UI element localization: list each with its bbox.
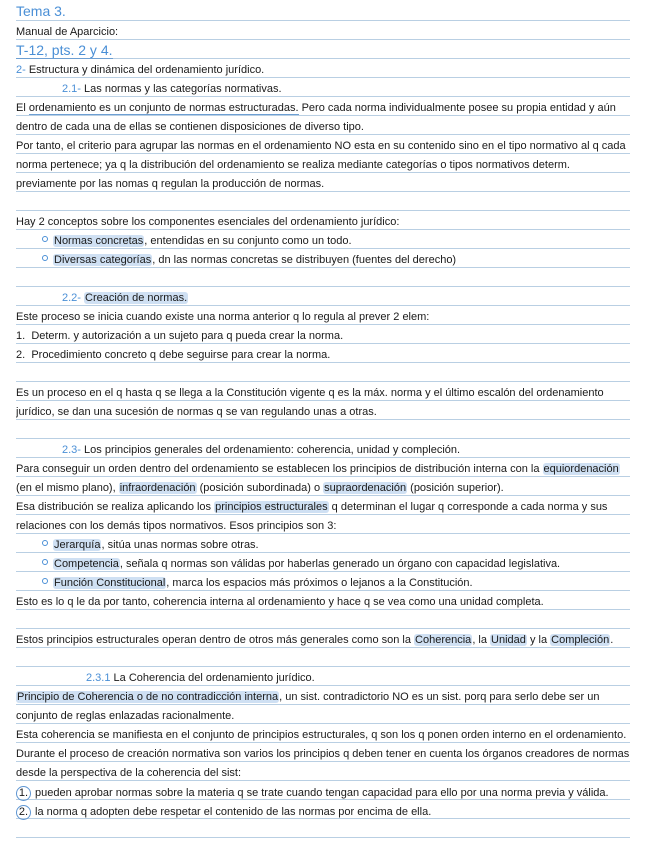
section-2-3-1-heading [16,671,632,685]
circled-number: 1. [16,786,31,801]
paragraph-11: Esta coherencia se manifiesta en el conjunto de principios estructurales, q son los q ponen orden interno en el ordenamiento. [16,729,627,741]
text: , dn las normas concretas se distribuyen (fuentes del derecho) [152,254,457,266]
paragraph-1-line-1 [16,101,632,115]
paragraph-12-line-2: desde la perspectiva de la coherencia del sist: [16,767,242,779]
numbered-item-1 [16,329,632,343]
section-2-3-1-number: 2.3.1 [86,672,111,684]
text: y la [526,634,551,646]
section-2-3-title: Los principios generales del ordenamiento: coherencia, unidad y compleción. [84,444,461,456]
section-2-1-number: 2.1- [62,83,81,95]
paragraph-6-line-1 [16,462,632,476]
bullet-normas-concretas [16,234,632,248]
paragraph-3: Hay 2 conceptos sobre los componentes esenciales del ordenamiento jurídico: [16,216,400,228]
text: (posición subordinada) o [196,482,324,494]
circled-number: 2. [16,805,31,820]
paragraph-12-line-1: Durante el proceso de creación normativa son varios los principios q deben tener en cuenta los órganos creadores de normas [16,748,630,760]
page-title: Tema 3. [16,3,66,19]
highlight-principio-coherencia: Principio de Coherencia o de no contradicción interna [17,691,279,703]
paragraph-5-line-2: jurídico, se dan una sucesión de normas q se van regulando unas a otras. [16,406,377,418]
paragraph-4: Este proceso se inicia cuando existe una norma anterior q lo regula al prever 2 elem: [16,311,430,323]
text: Pero cada norma individualmente posee su propia entidad y aún [298,102,616,114]
bullet-competencia [16,557,632,571]
text: Esa distribución se realiza aplicando los [16,501,215,513]
pages-reference [16,41,632,59]
item-text: Procedimiento concreto q debe seguirse para crear la norma. [31,349,331,361]
paragraph-2-line-2: norma pertenece; ya q la distribución del ordenamiento se realiza mediante categorías o tipos normativos determ. [16,159,570,171]
section-2-1-heading [16,82,632,96]
text: , entendidas en su conjunto como un todo. [144,235,352,247]
section-2-3-number: 2.3- [62,444,81,456]
text: q determinan el lugar q corresponde a cada norma y sus [328,501,608,513]
text: , marca los espacios más próximos o lejanos a la Constitución. [166,577,473,589]
text: Estos principios estructurales operan dentro de otros más generales como son la [16,634,415,646]
bullet-icon [42,236,48,242]
text: , sitúa unas normas sobre otras. [101,539,259,551]
item-text: Determ. y autorización a un sujeto para q pueda crear la norma. [31,330,344,342]
paragraph-8: Esto es lo q le da por tanto, coherencia interna al ordenamiento y hace q se vea como una unidad completa. [16,596,544,608]
section-2-2-title: Creación de normas. [85,292,188,304]
bullet-icon [42,255,48,261]
highlight-competencia: Competencia [54,558,119,570]
section-2-3-heading [16,443,632,457]
enumerated-item-2 [16,804,632,820]
manual-label: Manual de Aparcicio: [16,26,119,38]
highlight-supraordenacion: supraordenación [324,482,407,494]
numbered-item-2 [16,348,632,362]
item-text: pueden aprobar normas sobre la materia q se trate cuando tengan capacidad para ello por una norma previa y válida. [35,787,609,799]
highlight-complecion: Compleción [551,634,610,646]
text: (en el mismo plano), [16,482,119,494]
item-text: la norma q adopten debe respetar el contenido de las normas por encima de ella. [35,806,432,818]
highlight-normas-concretas: Normas concretas [54,235,144,247]
text: (posición superior). [407,482,504,494]
section-2-3-1-title: La Coherencia del ordenamiento jurídico. [113,672,315,684]
paragraph-9 [16,633,632,647]
section-2-1-title: Las normas y las categorías normativas. [84,83,282,95]
paragraph-7-line-2: relaciones con los demás tipos normativos. Esos principios son 3: [16,520,337,532]
section-2-2-heading [16,291,632,305]
highlight-unidad: Unidad [491,634,526,646]
pages-reference-text: T-12, pts. 2 y 4. [16,42,113,58]
enumerated-item-1 [16,785,632,801]
highlight-coherencia: Coherencia [415,634,472,646]
section-2-heading [16,63,632,77]
bullet-icon [42,559,48,565]
section-2-2-number: 2.2- [62,292,81,304]
highlight-equiordenacion: equiordenación [543,463,619,475]
paragraph-7-line-1 [16,500,632,514]
bullet-icon [42,578,48,584]
paragraph-6-line-2 [16,481,632,495]
text: , señala q normas son válidas por haberlas generado un órgano con capacidad legislativa. [119,558,561,570]
highlight-principios-estructurales: principios estructurales [215,501,328,513]
highlight-jerarquia: Jerarquía [54,539,101,551]
paragraph-2-line-1: Por tanto, el criterio para agrupar las normas en el ordenamiento NO esta en su contenido sino en el tipo normativo al q cada [16,140,626,152]
highlight-ordenamiento: ordenamiento es un conjunto de normas estructuradas. [28,102,299,114]
text: El [16,102,29,114]
text: , la [472,634,491,646]
bullet-icon [42,540,48,546]
text: . [610,634,614,646]
paragraph-2-line-3: previamente por las nomas q regulan la producción de normas. [16,178,325,190]
section-2-number: 2- [16,64,26,76]
bullet-diversas-categorias [16,253,632,267]
highlight-infraordenacion: infraordenación [119,482,196,494]
highlight-funcion-constitucional: Función Constitucional [54,577,166,589]
text: , un sist. contradictorio NO es un sist. porq para serlo debe ser un [279,691,600,703]
paragraph-5-line-1: Es un proceso en el q hasta q se llega a la Constitución vigente q es la máx. norma y el último escalón del ordenamiento [16,387,604,399]
item-number: 2. [16,349,26,361]
highlight-diversas-categorias: Diversas categorías [54,254,152,266]
paragraph-1-line-2: dentro de cada una de ellas se contienen disposiciones de diverso tipo. [16,121,364,133]
text: Para conseguir un orden dentro del ordenamiento se establecen los principios de distribución interna con la [16,463,543,475]
paragraph-10-line-1 [16,690,632,704]
bullet-funcion-constitucional [16,576,632,590]
section-2-title: Estructura y dinámica del ordenamiento jurídico. [28,64,265,76]
paragraph-10-line-2: conjunto de reglas enlazadas racionalmente. [16,710,235,722]
bullet-jerarquia [16,538,632,552]
item-number: 1. [16,330,26,342]
